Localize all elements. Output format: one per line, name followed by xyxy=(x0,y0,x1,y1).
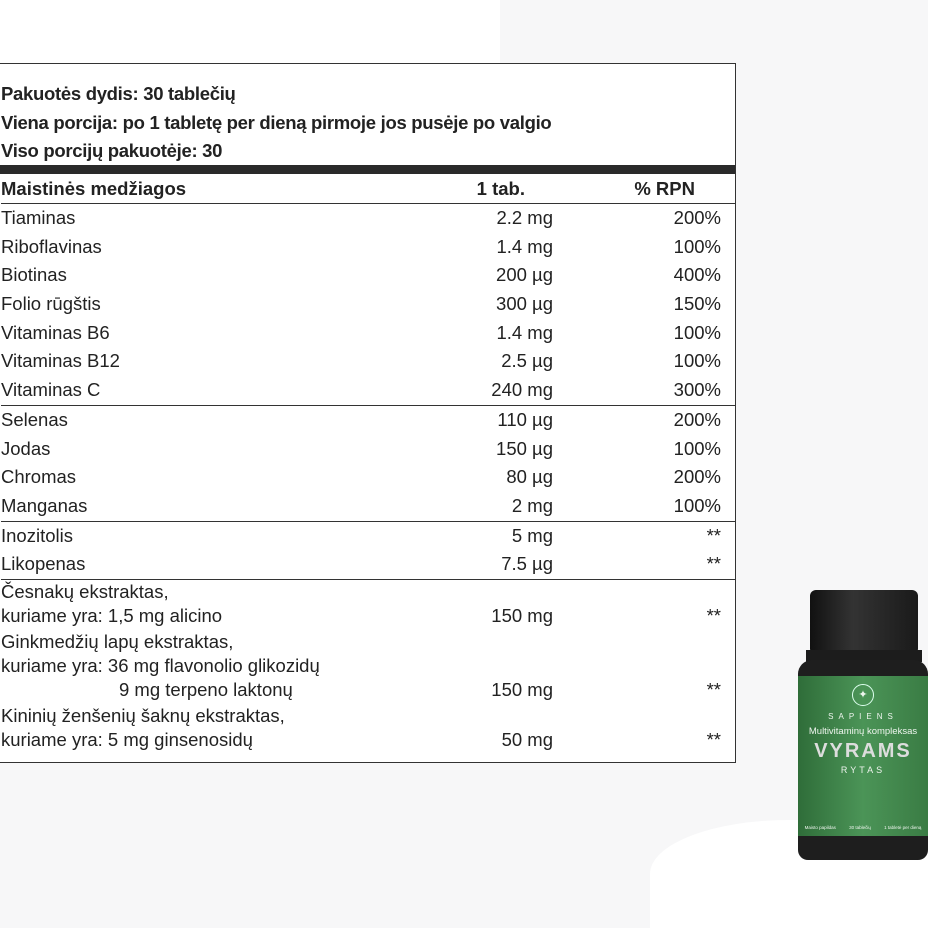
nutrient-group xyxy=(1,406,735,522)
package-size: Pakuotės dydis: 30 tablečių xyxy=(1,83,236,104)
footer-text: 30 tablečių xyxy=(849,825,871,830)
nutrient-rpn: 100% xyxy=(673,494,721,516)
extract-line: Ginkmedžių lapų ekstraktas, xyxy=(1,630,234,652)
nutrient-amount: 80 µg xyxy=(506,466,553,488)
nutrient-amount: 50 mg xyxy=(501,728,553,750)
extract-line: kuriame yra: 1,5 mg alicino xyxy=(1,604,223,626)
extract-line: kuriame yra: 36 mg flavonolio glikozidų xyxy=(1,654,320,676)
package-info xyxy=(1,80,551,166)
subtitle: Multivitaminų kompleksas xyxy=(808,726,918,737)
nutrient-name: Vitaminas B6 xyxy=(1,321,110,343)
nutrient-rpn: 200% xyxy=(673,408,721,430)
nutrient-amount: 110 µg xyxy=(497,408,553,430)
nutrient-amount: 7.5 µg xyxy=(501,553,553,575)
nutrient-amount: 5 mg xyxy=(511,524,553,546)
nutrient-rpn: 300% xyxy=(673,379,721,401)
vitruvian-logo-icon: ✦ xyxy=(852,684,874,706)
product-bottle xyxy=(798,590,928,870)
table-row xyxy=(1,290,735,319)
nutrient-name: Jodas xyxy=(1,437,51,459)
nutrient-amount: 200 µg xyxy=(496,264,553,286)
table-row xyxy=(1,376,735,405)
table-row xyxy=(1,261,735,290)
table-header xyxy=(1,175,735,204)
supplement-facts-panel xyxy=(0,63,736,763)
extract-line: Kininių ženšenių šaknų ekstraktas, xyxy=(1,704,285,726)
nutrient-name: Vitaminas C xyxy=(1,379,101,401)
table-row xyxy=(1,435,735,464)
nutrient-name: Chromas xyxy=(1,466,77,488)
table-row xyxy=(1,550,735,579)
nutrient-amount: 150 µg xyxy=(496,437,553,459)
table-row xyxy=(1,704,735,752)
nutrient-name: Tiaminas xyxy=(1,207,76,228)
table-row xyxy=(1,492,735,521)
nutrient-rpn: ** xyxy=(706,678,721,700)
servings-per-package: Viso porcijų pakuotėje: 30 xyxy=(1,140,223,161)
nutrient-rpn: 150% xyxy=(673,293,721,315)
nutrient-group xyxy=(1,522,735,580)
nutrient-amount: 1.4 mg xyxy=(496,235,553,257)
nutrient-name: Inozitolis xyxy=(1,524,73,546)
nutrient-amount: 150 mg xyxy=(491,678,553,700)
table-row xyxy=(1,522,735,551)
nutrient-name: Folio rūgštis xyxy=(1,293,101,315)
nutrient-rpn: 100% xyxy=(673,321,721,343)
nutrient-amount: 150 mg xyxy=(491,604,553,626)
bottle-cap xyxy=(810,590,918,652)
header-rpn: % RPN xyxy=(634,178,695,199)
nutrient-name: Likopenas xyxy=(1,553,86,575)
nutrient-rpn: 100% xyxy=(673,437,721,459)
nutrient-group xyxy=(1,580,735,752)
footer-text: 1 tabletė per dieną xyxy=(884,825,922,830)
nutrient-name: Riboflavinas xyxy=(1,235,102,257)
serving-size: Viena porcija: po 1 tabletę per dieną pirmoje jos pusėje po valgio xyxy=(1,111,552,133)
nutrient-name: Biotinas xyxy=(1,264,67,286)
divider-bar xyxy=(0,165,735,174)
table-row xyxy=(1,463,735,492)
header-amount: 1 tab. xyxy=(476,178,525,199)
nutrient-rpn: 200% xyxy=(673,207,721,228)
nutrient-table xyxy=(1,204,735,752)
table-row xyxy=(1,406,735,435)
nutrient-amount: 2.2 mg xyxy=(496,207,553,228)
nutrient-rpn: ** xyxy=(706,728,721,750)
nutrient-name: Selenas xyxy=(1,408,68,430)
nutrient-group xyxy=(1,204,735,406)
table-row xyxy=(1,233,735,262)
header-nutrients: Maistinės medžiagos xyxy=(1,178,187,199)
nutrient-name: Vitaminas B12 xyxy=(1,350,120,372)
nutrient-rpn: 200% xyxy=(673,466,721,488)
brand: SAPIENS xyxy=(828,712,898,721)
table-row xyxy=(1,204,735,233)
nutrient-rpn: 400% xyxy=(673,264,721,286)
label-footer xyxy=(798,825,928,830)
product-name: VYRAMS xyxy=(814,740,912,762)
nutrient-rpn: ** xyxy=(706,524,721,546)
extract-line: kuriame yra: 5 mg ginsenosidų xyxy=(1,728,253,750)
nutrient-amount: 2.5 µg xyxy=(501,350,553,372)
table-row xyxy=(1,319,735,348)
variant: RYTAS xyxy=(840,765,886,775)
nutrient-rpn: ** xyxy=(706,604,721,626)
table-row xyxy=(1,630,735,702)
nutrient-name: Manganas xyxy=(1,494,88,516)
nutrient-rpn: 100% xyxy=(673,350,721,372)
nutrient-amount: 240 mg xyxy=(491,379,553,401)
table-row xyxy=(1,347,735,376)
footer-text: Maisto papildas xyxy=(804,825,836,830)
nutrient-amount: 2 mg xyxy=(511,494,553,516)
bottle-label xyxy=(798,676,928,836)
nutrient-rpn: 100% xyxy=(673,235,721,257)
table-row xyxy=(1,580,735,628)
nutrient-amount: 1.4 mg xyxy=(496,321,553,343)
nutrient-amount: 300 µg xyxy=(496,293,553,315)
extract-line: Česnakų ekstraktas, xyxy=(1,580,169,602)
nutrient-rpn: ** xyxy=(706,553,721,575)
extract-line: 9 mg terpeno laktonų xyxy=(119,678,293,700)
